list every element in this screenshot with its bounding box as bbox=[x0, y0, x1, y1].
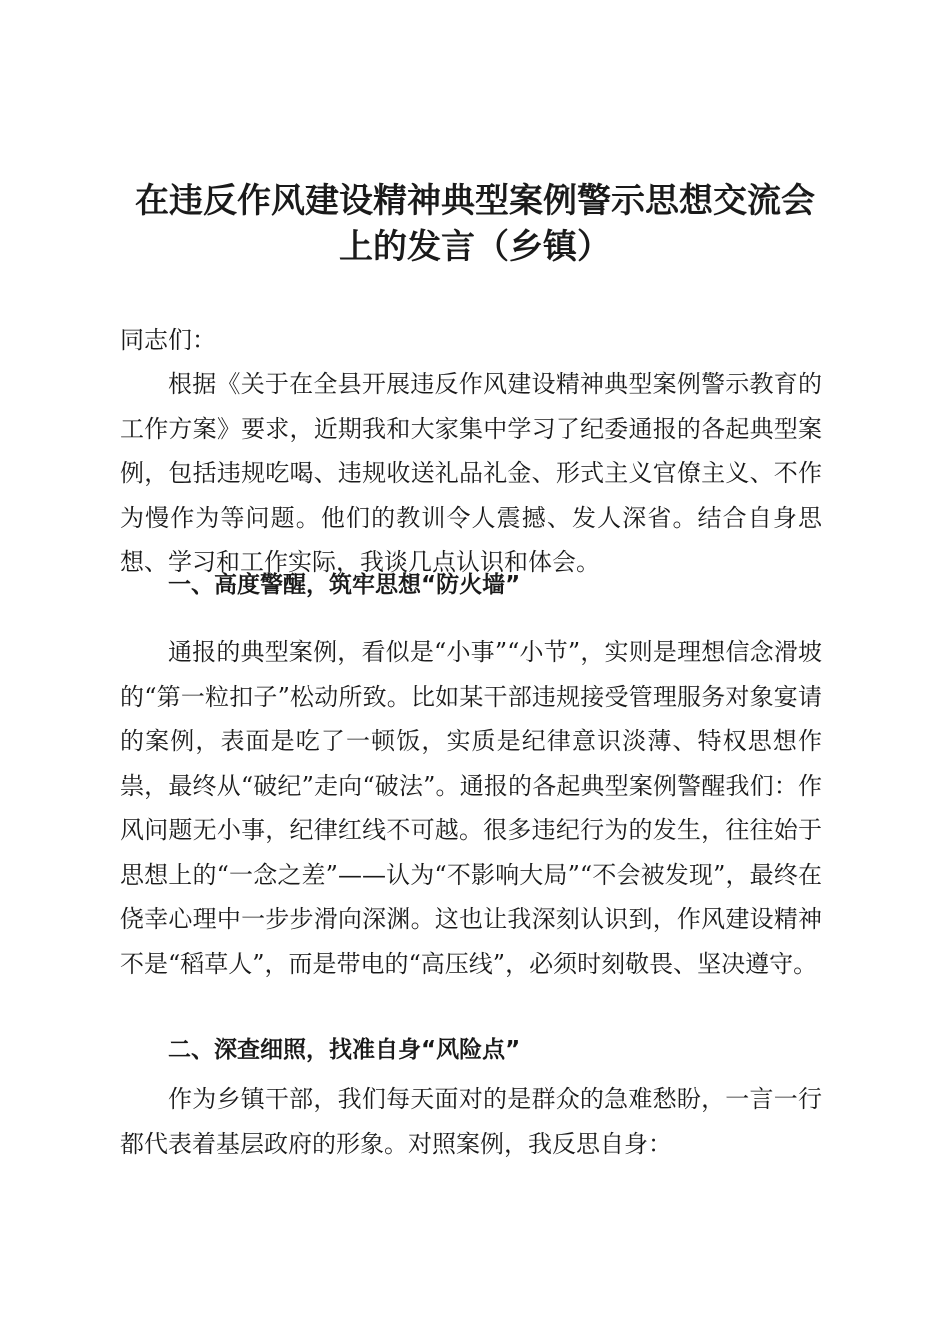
paragraph-intro: 根据《关于在全县开展违反作风建设精神典型案例警示教育的工作方案》要求，近期我和大家集中学习了纪委通报的各起典型案例，包括违规吃喝、违规收送礼品礼金、形式主义官僚主义、不作为慢作为等问题。他们的教训令人震撼、发人深省。结合自身思想、学习和工作实际，我谈几点认识和体会。 bbox=[120, 370, 822, 576]
salutation: 同志们： bbox=[120, 326, 216, 354]
section-heading-1: 一、高度警醒，筑牢思想“防火墙” bbox=[168, 572, 521, 598]
paragraph-section-1: 通报的典型案例，看似是“小事”“小节”，实则是理想信念滑坡的“第一粒扣子”松动所致。比如某干部违规接受管理服务对象宴请的案例，表面是吃了一顿饭，实质是纪律意识淡薄、特权思想作祟，最终从“破纪”走向“破法”。通报的各起典型案例警醒我们：作风问题无小事，纪律红线不可越。很多违纪行为的发生，往往始于思想上的“一念之差”——认为“不影响大局”“不会被发现”，最终在侥幸心理中一步步滑向深渊。这也让我深刻认识到，作风建设精神不是“稻草人”，而是带电的“高压线”，必须时刻敬畏、坚决遵守。 bbox=[120, 638, 822, 978]
section-heading-2: 二、深查细照，找准自身“风险点” bbox=[168, 1037, 521, 1063]
title-line-1: 在违反作风建设精神典型案例警示思想交流会 bbox=[135, 181, 815, 221]
paragraph-section-2: 作为乡镇干部，我们每天面对的是群众的急难愁盼，一言一行都代表着基层政府的形象。对照案例，我反思自身： bbox=[120, 1085, 822, 1158]
document-title bbox=[100, 178, 850, 270]
title-line-2: 上的发言（乡镇） bbox=[339, 227, 611, 267]
